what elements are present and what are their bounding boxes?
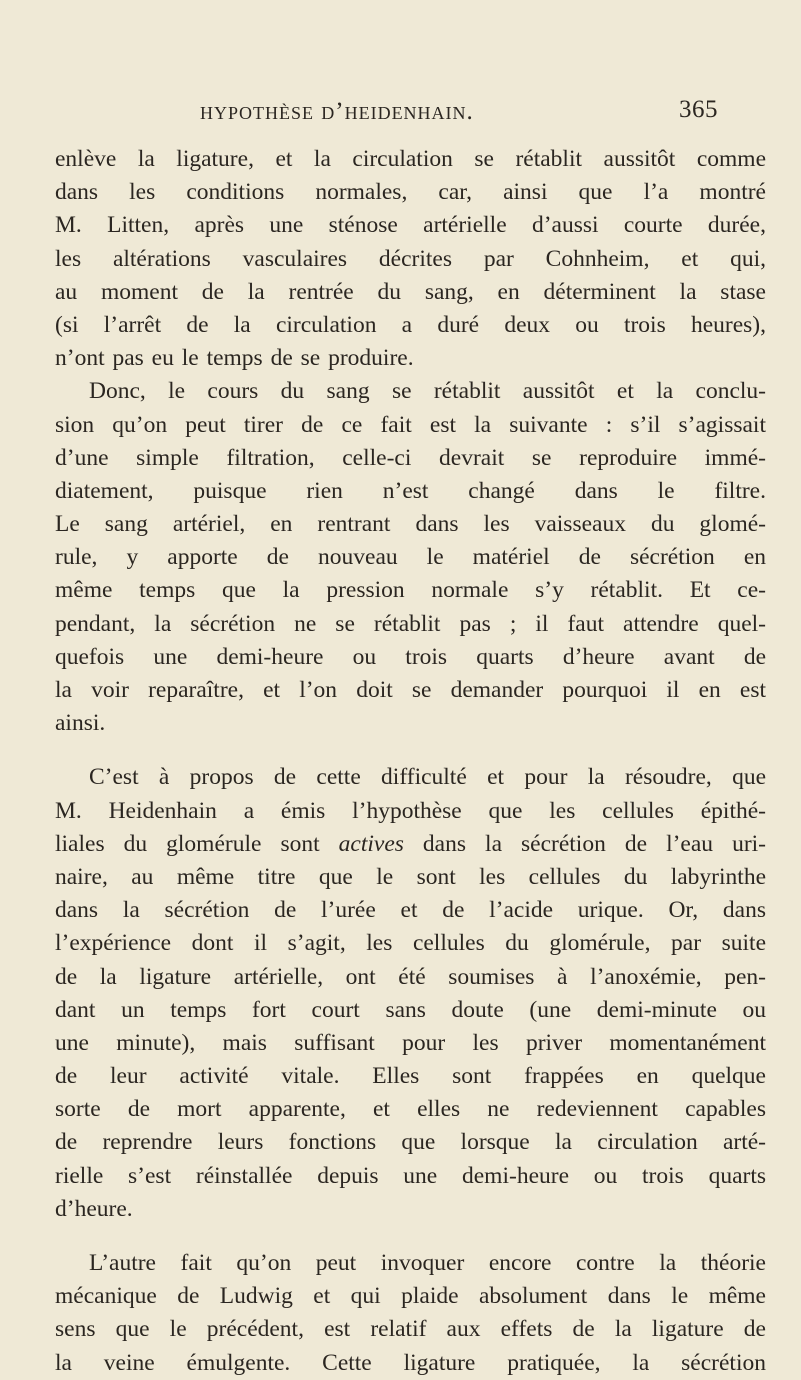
text-line: de leur activité vitale. Elles sont frappées en quelque — [55, 1063, 766, 1090]
paragraph-gap — [55, 740, 766, 761]
text-line-with-italic — [55, 828, 766, 861]
page-number: 365 — [679, 96, 718, 123]
page-header — [188, 92, 718, 132]
text-line: M. Heidenhain a émis l’hypothèse que les cellules épithé- — [55, 797, 766, 824]
text-line: naire, au même titre que le sont les cellules du labyrinthe — [55, 863, 766, 890]
italic-word: actives — [338, 830, 404, 857]
body-text — [55, 143, 766, 1380]
text-line: rielle s’est réinstallée depuis une demi-heure ou trois quarts — [55, 1162, 766, 1189]
paragraph-3 — [55, 761, 766, 1226]
paragraph-2 — [55, 375, 766, 740]
paragraph-4 — [55, 1247, 766, 1380]
text-fragment: dans la sécrétion de l’eau uri- — [403, 830, 766, 857]
text-line: ainsi. — [55, 710, 106, 737]
text-line: de reprendre leurs fonctions que lorsque la circulation arté- — [55, 1129, 766, 1156]
text-line: d’une simple filtration, celle-ci devrait se reproduire immé- — [55, 444, 766, 471]
text-line: une minute), mais suffisant pour les priver momentanément — [55, 1029, 766, 1056]
text-line: n’ont pas eu le temps de se produire. — [55, 345, 414, 372]
text-line: Donc, le cours du sang se rétablit aussitôt et la conclu- — [89, 378, 766, 405]
text-line: Le sang artériel, en rentrant dans les vaisseaux du glomé- — [55, 511, 766, 538]
text-line: L’autre fait qu’on peut invoquer encore contre la théorie — [89, 1250, 766, 1276]
text-line: sorte de mort apparente, et elles ne redeviennent capables — [55, 1096, 766, 1123]
text-line: la voir reparaître, et l’on doit se demander pourquoi il en est — [55, 677, 766, 703]
text-line: sion qu’on peut tirer de ce fait est la suivante : s’il s’agissait — [55, 411, 766, 438]
text-line: diatement, puisque rien n’est changé dans le filtre. — [55, 477, 766, 504]
text-line: l’expérience dont il s’agit, les cellules du glomérule, par suite — [55, 930, 766, 957]
text-line: dans la sécrétion de l’urée et de l’acide urique. Or, dans — [55, 897, 766, 924]
text-line: M. Litten, après une sténose artérielle d’aussi courte durée, — [55, 212, 766, 239]
text-line: C’est à propos de cette difficulté et pour la résoudre, que — [89, 764, 766, 791]
paragraph-gap — [55, 1226, 766, 1247]
text-line: au moment de la rentrée du sang, en déterminent la stase — [55, 278, 766, 305]
text-line: (si l’arrêt de la circulation a duré deux ou trois heures), — [55, 311, 766, 338]
text-line: pendant, la sécrétion ne se rétablit pas ; il faut attendre quel- — [55, 610, 766, 637]
text-line: rule, y apporte de nouveau le matériel de sécrétion en — [55, 544, 766, 571]
text-line: enlève la ligature, et la circulation se rétablit aussitôt comme — [55, 146, 766, 172]
text-line: sens que le précédent, est relatif aux effets de la ligature de — [55, 1316, 766, 1343]
text-line: de la ligature artérielle, ont été soumises à l’anoxémie, pen- — [55, 963, 766, 990]
running-head: hypothèse d’heidenhain. — [200, 98, 474, 125]
text-fragment: liales du glomérule sont — [55, 830, 339, 857]
text-line: la veine émulgente. Cette ligature pratiquée, la sécrétion — [55, 1349, 766, 1376]
text-line: mécanique de Ludwig et qui plaide absolument dans le même — [55, 1283, 766, 1310]
text-line: dant un temps fort court sans doute (une demi-minute ou — [55, 996, 766, 1023]
text-line: d’heure. — [55, 1195, 133, 1222]
text-line: les altérations vasculaires décrites par Cohnheim, et qui, — [55, 245, 766, 272]
paragraph-1 — [55, 143, 766, 375]
text-line: même temps que la pression normale s’y rétablit. Et ce- — [55, 577, 766, 604]
text-line: quefois une demi-heure ou trois quarts d’heure avant de — [55, 643, 766, 670]
text-line: dans les conditions normales, car, ainsi que l’a montré — [55, 179, 766, 206]
